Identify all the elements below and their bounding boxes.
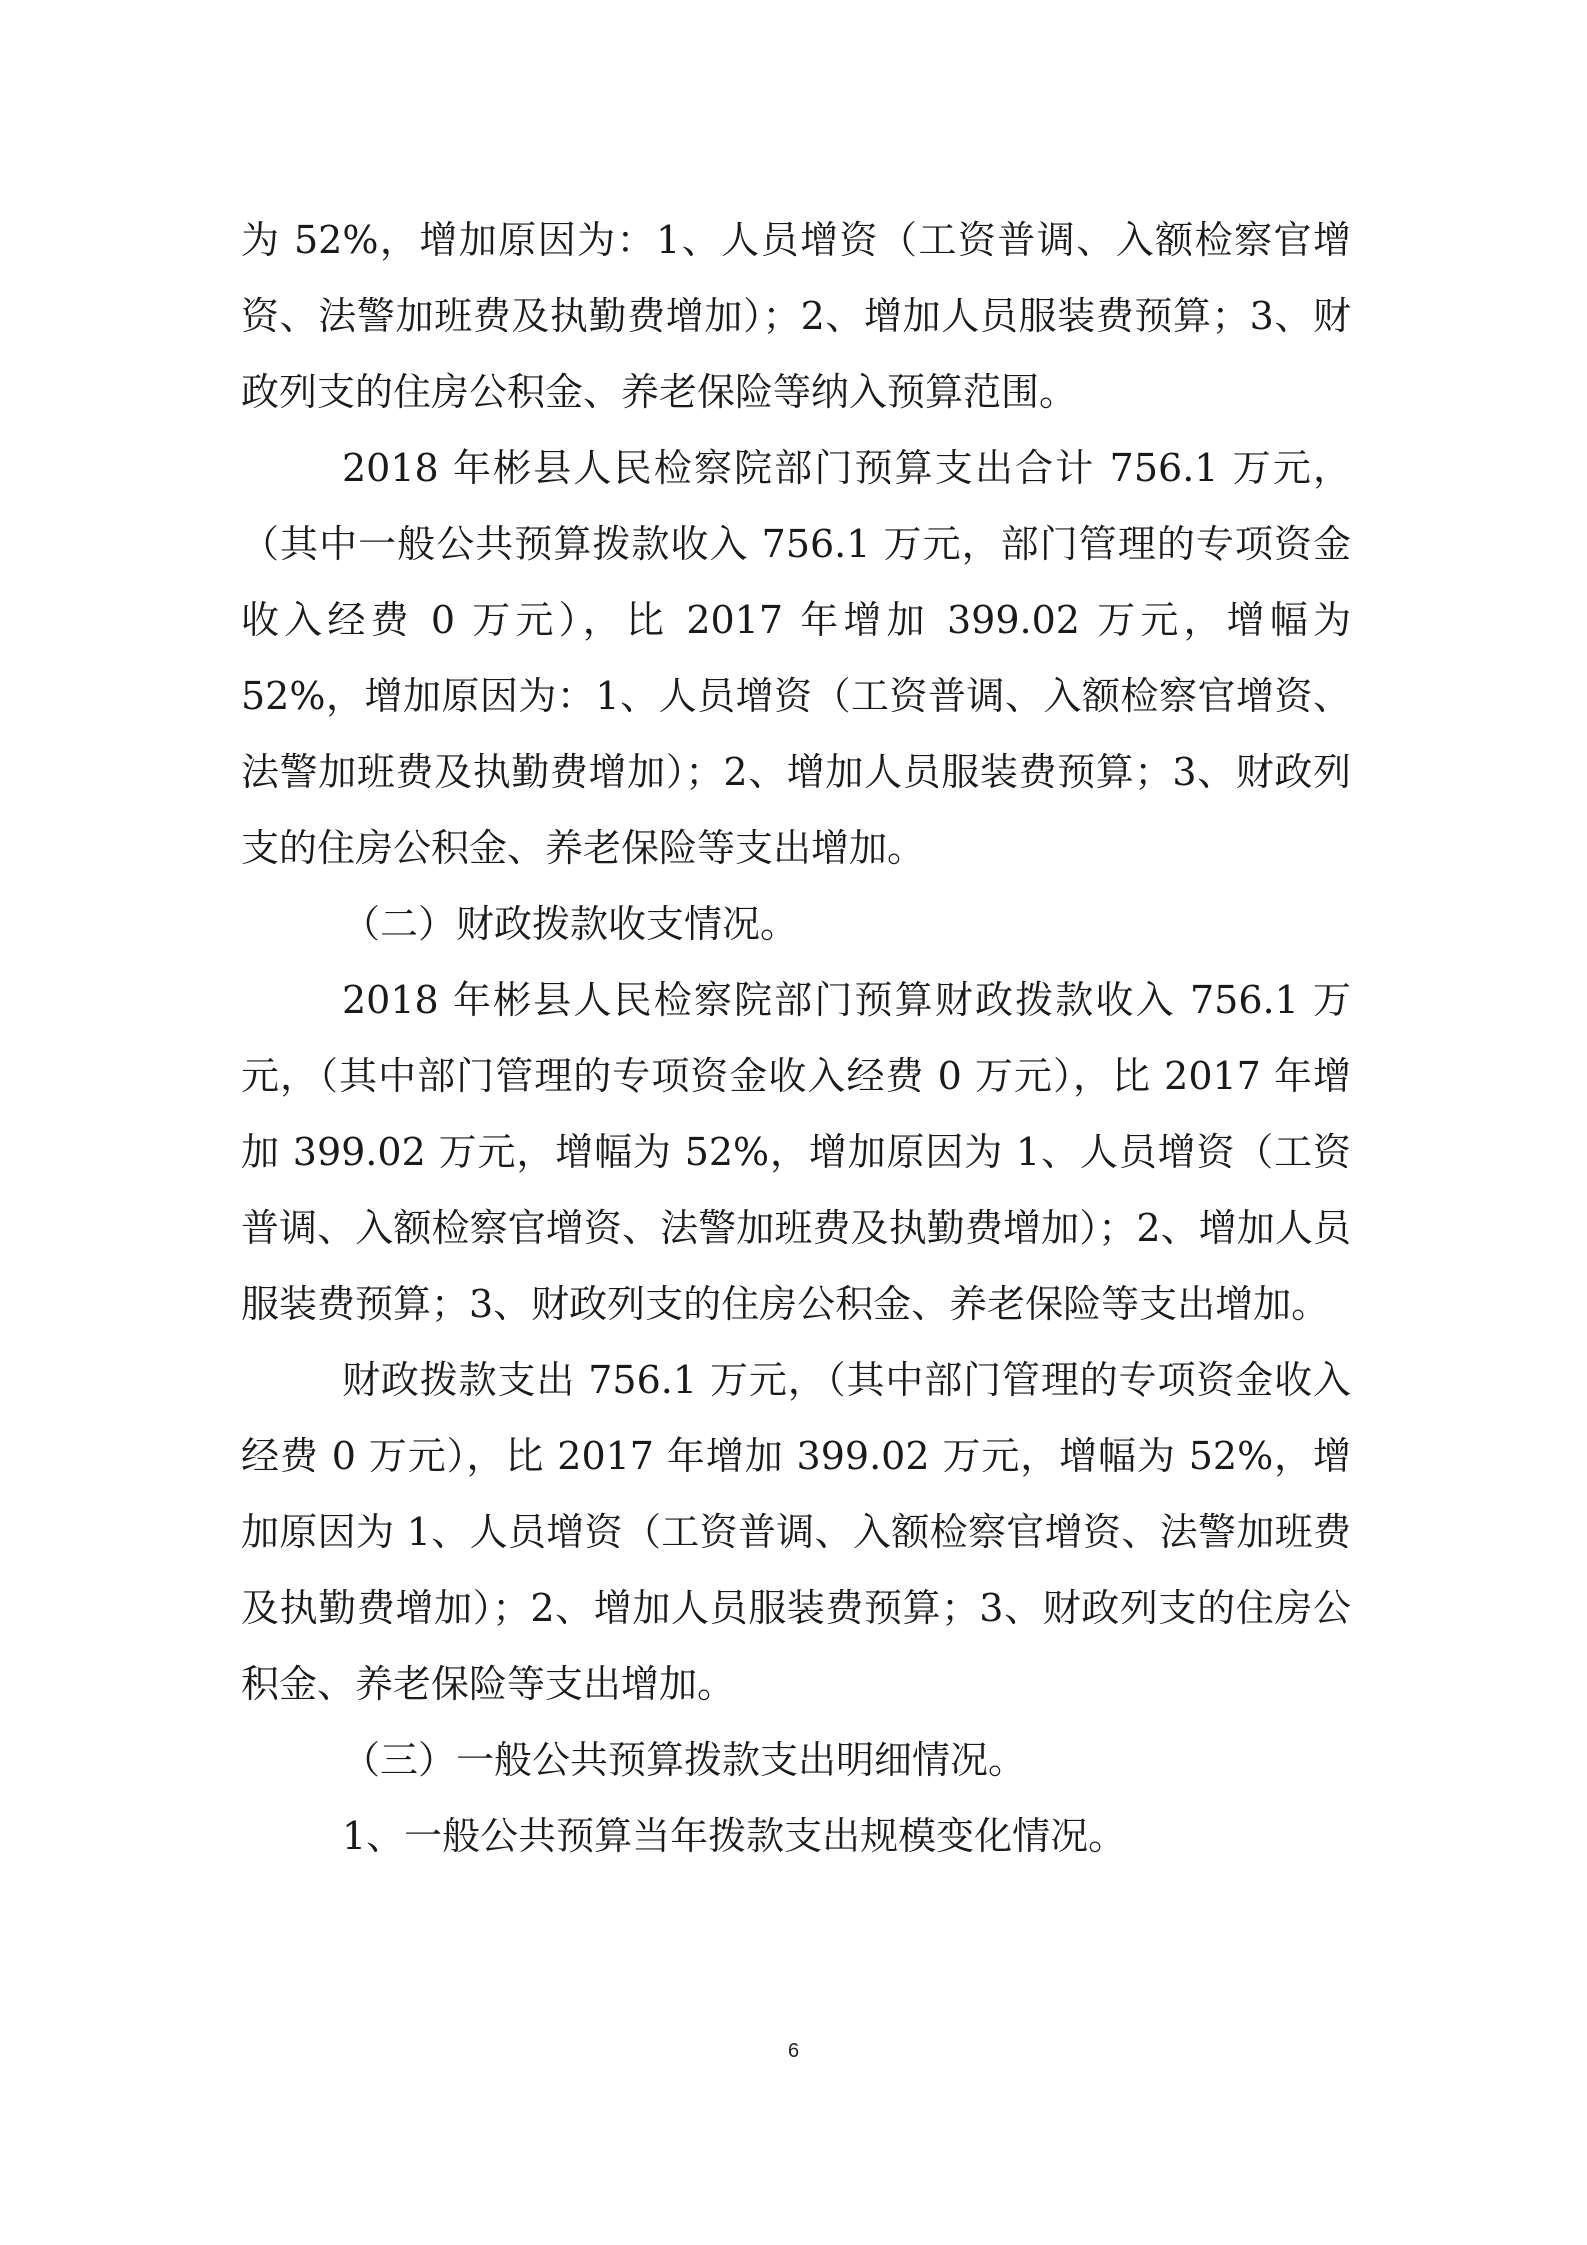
paragraph-fiscal-expenditure: 财政拨款支出 756.1 万元，（其中部门管理的专项资金收入经费 0 万元），比 2017 年增加 399.02 万元，增幅为 52%，增加原因为 1、人员增资（工资普调、入额检察官增资、法警加班费及执勤费增加）；2、增加人员服装费预算；3、财政列支的住房公积金、养老保险等支出增加。 <box>241 1358 1351 1706</box>
section-heading-fiscal-appropriation: （二）财政拨款收支情况。 <box>342 902 799 946</box>
paragraph-continuation: 为 52%，增加原因为：1、人员增资（工资普调、入额检察官增资、法警加班费及执勤费增加）；2、增加人员服装费预算；3、财政列支的住房公积金、养老保险等纳入预算范围。 <box>241 218 1351 414</box>
subsection-heading-scale-change: 1、一般公共预算当年拨款支出规模变化情况。 <box>342 1814 1127 1858</box>
page-number: 6 <box>787 2040 800 2062</box>
paragraph-fiscal-income: 2018 年彬县人民检察院部门预算财政拨款收入 756.1 万元，（其中部门管理的专项资金收入经费 0 万元），比 2017 年增加 399.02 万元，增幅为 52%，增加原因为 1、人员增资（工资普调、入额检察官增资、法警加班费及执勤费增加）；2、增加人员服装费预算；3、财政列支的住房公积金、养老保险等支出增加。 <box>241 978 1351 1326</box>
section-heading-general-budget-detail: （三）一般公共预算拨款支出明细情况。 <box>342 1738 1027 1782</box>
paragraph-expenditure-total: 2018 年彬县人民检察院部门预算支出合计 756.1 万元，（其中一般公共预算拨款收入 756.1 万元，部门管理的专项资金收入经费 0 万元），比 2017 年增加 399.02 万元，增幅为 52%，增加原因为：1、人员增资（工资普调、入额检察官增资、法警加班费及执勤费增加）；2、增加人员服装费预算；3、财政列支的住房公积金、养老保险等支出增加。 <box>241 446 1351 870</box>
document-body <box>241 202 1351 1874</box>
